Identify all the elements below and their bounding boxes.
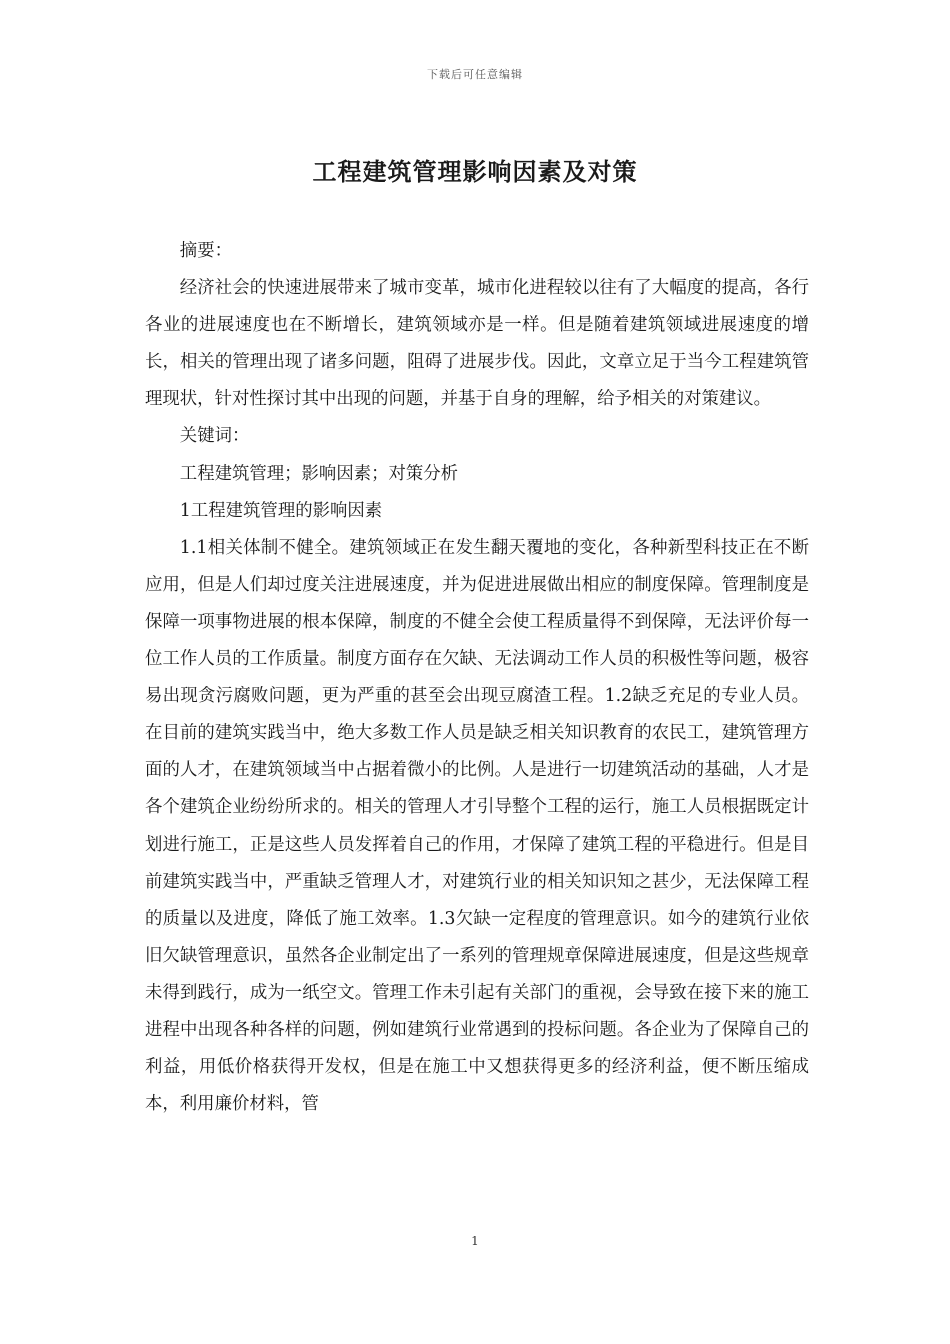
abstract-label: 摘要：	[179, 241, 232, 261]
section-heading: 1工程建筑管理的影响因素	[179, 500, 383, 521]
page-number: 1	[471, 1234, 479, 1248]
keywords-label: 关键词：	[179, 426, 250, 447]
keywords-paragraph: 工程建筑管理；影响因素；对策分析	[179, 463, 459, 484]
header-note: 下载后可任意编辑	[427, 68, 523, 81]
document-body	[145, 233, 809, 1123]
abstract-paragraph: 经济社会的快速进展带来了城市变革，城市化进程较以往有了大幅度的提高，各行各业的进展速度也在不断增长，建筑领域亦是一样。但是随着建筑领域进展速度的增长，相关的管理出现了诸多问题，阻碍了进展步伐。因此，文章立足于当今工程建筑管理现状，针对性探讨其中出现的问题，并基于自身的理解，给予相关的对策建议。	[145, 278, 809, 410]
section-paragraph: 1.1相关体制不健全。建筑领域正在发生翻天覆地的变化，各种新型科技正在不断应用，但是人们却过度关注进展速度，并为促进进展做出相应的制度保障。管理制度是保障一项事物进展的根本保障，制度的不健全会使工程质量得不到保障，无法评价每一位工作人员的工作质量。制度方面存在欠缺、无法调动工作人员的积极性等问题，极容易出现贪污腐败问题，更为严重的甚至会出现豆腐渣工程。1.2缺乏充足的专业人员。在目前的建筑实践当中，绝大多数工作人员是缺乏相关知识教育的农民工，建筑管理方面的人才，在建筑领域当中占据着微小的比例。人是进行一切建筑活动的基础，人才是各个建筑企业纷纷所求的。相关的管理人才引导整个工程的运行，施工人员根据既定计划进行施工，正是这些人员发挥着自己的作用，才保障了建筑工程的平稳进行。但是目前建筑实践当中，严重缺乏管理人才，对建筑行业的相关知识知之甚少，无法保障工程的质量以及进度，降低了施工效率。1.3欠缺一定程度的管理意识。如今的建筑行业依旧欠缺管理意识，虽然各企业制定出了一系列的管理规章保障进展速度，但是这些规章未得到践行，成为一纸空文。管理工作未引起有关部门的重视，会导致在接下来的施工进程中出现各种各样的问题，例如建筑行业常遇到的投标问题。各企业为了保障自己的利益，用低价格获得开发权，但是在施工中又想获得更多的经济利益，便不断压缩成本，利用廉价材料，管	[145, 537, 809, 1115]
document-title: 工程建筑管理影响因素及对策	[312, 157, 638, 186]
